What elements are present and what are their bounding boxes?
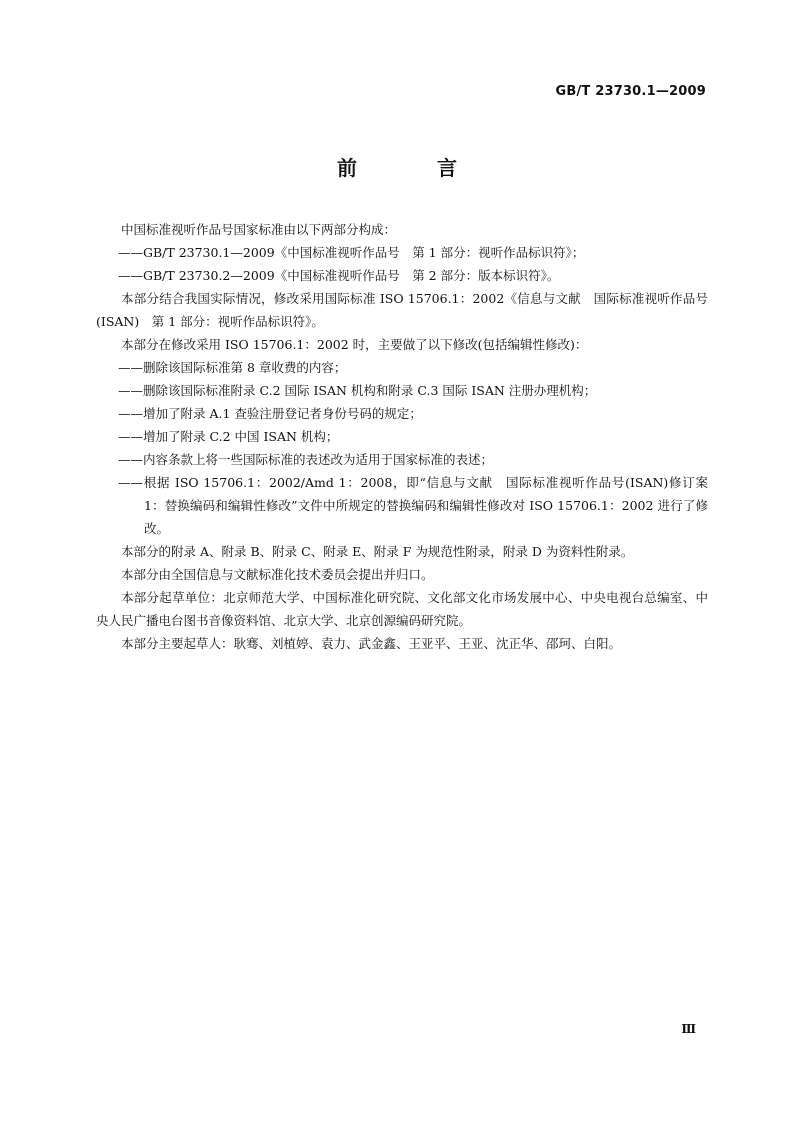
paragraph-drafting-units: 本部分起草单位：北京师范大学、中国标准化研究院、文化部文化市场发展中心、中央电视台总编室、中央人民广播电台图书音像资料馆、北京大学、北京创源编码研究院。 — [96, 590, 708, 628]
paragraph-composition: 中国标准视听作品号国家标准由以下两部分构成： — [121, 222, 397, 237]
paragraph-drafters: 本部分主要起草人：耿骞、刘植婷、袁力、武金鑫、王亚平、王亚、沈正华、邵珂、白阳。 — [121, 636, 622, 651]
paragraph-modifications-intro: 本部分在修改采用 ISO 15706.1：2002 时，主要做了以下修改(包括编辑性修改)： — [121, 337, 588, 352]
list-item-part1: ——GB/T 23730.1—2009《中国标准视听作品号 第 1 部分：视听作品标识符》； — [118, 245, 585, 260]
list-item-mod5: ——内容条款上将一些国际标准的表述改为适用于国家标准的表述； — [118, 452, 494, 467]
list-item-mod6: ——根据 ISO 15706.1：2002/Amd 1：2008，即“信息与文献 国际标准视听作品号(ISAN)修订案 1：替换编码和编辑性修改”文件中所规定的替换编码和编辑性修改对 ISO 15706.1：2002 进行了修改。 — [118, 475, 708, 536]
foreword-body — [96, 218, 708, 655]
list-item-mod2: ——删除该国际标准附录 C.2 国际 ISAN 机构和附录 C.3 国际 ISAN 注册办理机构； — [118, 383, 597, 398]
list-item-mod4: ——增加了附录 C.2 中国 ISAN 机构； — [118, 429, 339, 444]
standard-code: GB/T 23730.1—2009 — [555, 84, 706, 99]
list-item-part2: ——GB/T 23730.2—2009《中国标准视听作品号 第 2 部分：版本标识符》。 — [118, 268, 560, 283]
list-item-mod1: ——删除该国际标准第 8 章收费的内容； — [118, 360, 347, 375]
page-title: 前 言 — [337, 156, 487, 180]
paragraph-annexes: 本部分的附录 A、附录 B、附录 C、附录 E、附录 F 为规范性附录，附录 D 为资料性附录。 — [121, 544, 634, 559]
paragraph-proposer: 本部分由全国信息与文献标准化技术委员会提出并归口。 — [121, 567, 434, 582]
paragraph-adoption: 本部分结合我国实际情况，修改采用国际标准 ISO 15706.1：2002《信息与文献 国际标准视听作品号(ISAN) 第 1 部分：视听作品标识符》。 — [96, 291, 708, 329]
list-item-mod3: ——增加了附录 A.1 查验注册登记者身份号码的规定； — [118, 406, 422, 421]
page-number: Ⅲ — [681, 1022, 696, 1036]
